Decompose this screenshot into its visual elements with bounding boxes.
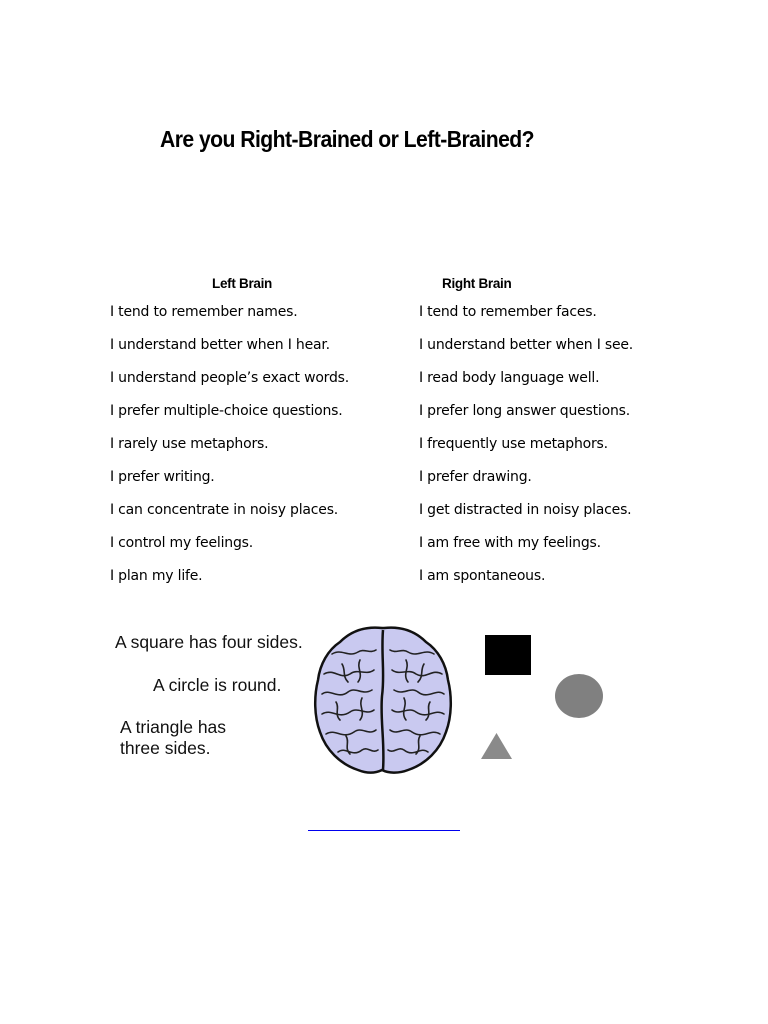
right-brain-item: I prefer drawing. xyxy=(419,469,532,485)
circle-caption: A circle is round. xyxy=(153,675,282,695)
left-brain-item: I prefer writing. xyxy=(110,469,215,485)
left-brain-item: I rarely use metaphors. xyxy=(110,436,269,452)
right-brain-item: I frequently use metaphors. xyxy=(419,436,608,452)
right-brain-item: I tend to remember faces. xyxy=(419,304,597,320)
left-brain-item: I can concentrate in noisy places. xyxy=(110,502,339,518)
triangle-caption xyxy=(120,717,226,759)
left-brain-item: I control my feelings. xyxy=(110,535,253,551)
right-brain-list xyxy=(419,302,633,599)
gray-circle-shape xyxy=(555,674,603,718)
right-brain-item: I prefer long answer questions. xyxy=(419,403,630,419)
left-brain-item: I understand better when I hear. xyxy=(110,337,330,353)
left-brain-heading: Left Brain xyxy=(212,276,273,291)
left-brain-item: I prefer multiple-choice questions. xyxy=(110,403,343,419)
left-brain-item: I tend to remember names. xyxy=(110,304,298,320)
right-brain-item: I am free with my feelings. xyxy=(419,535,601,551)
triangle-caption-line: three sides. xyxy=(120,738,211,758)
right-brain-item: I understand better when I see. xyxy=(419,337,634,353)
page-title: Are you Right-Brained or Left-Brained? xyxy=(160,126,535,152)
right-brain-item: I read body language well. xyxy=(419,370,600,386)
right-brain-item: I am spontaneous. xyxy=(419,568,546,584)
left-brain-item: I understand people’s exact words. xyxy=(110,370,350,386)
right-brain-heading: Right Brain xyxy=(442,276,512,291)
brain-icon xyxy=(312,624,454,776)
gray-triangle-shape xyxy=(480,732,513,760)
square-caption: A square has four sides. xyxy=(115,632,303,652)
hyperlink-underline[interactable] xyxy=(308,830,460,831)
left-brain-item: I plan my life. xyxy=(110,568,203,584)
black-square-shape xyxy=(485,635,531,675)
left-brain-list xyxy=(110,302,349,599)
right-brain-item: I get distracted in noisy places. xyxy=(419,502,632,518)
triangle-caption-line: A triangle has xyxy=(120,717,227,737)
